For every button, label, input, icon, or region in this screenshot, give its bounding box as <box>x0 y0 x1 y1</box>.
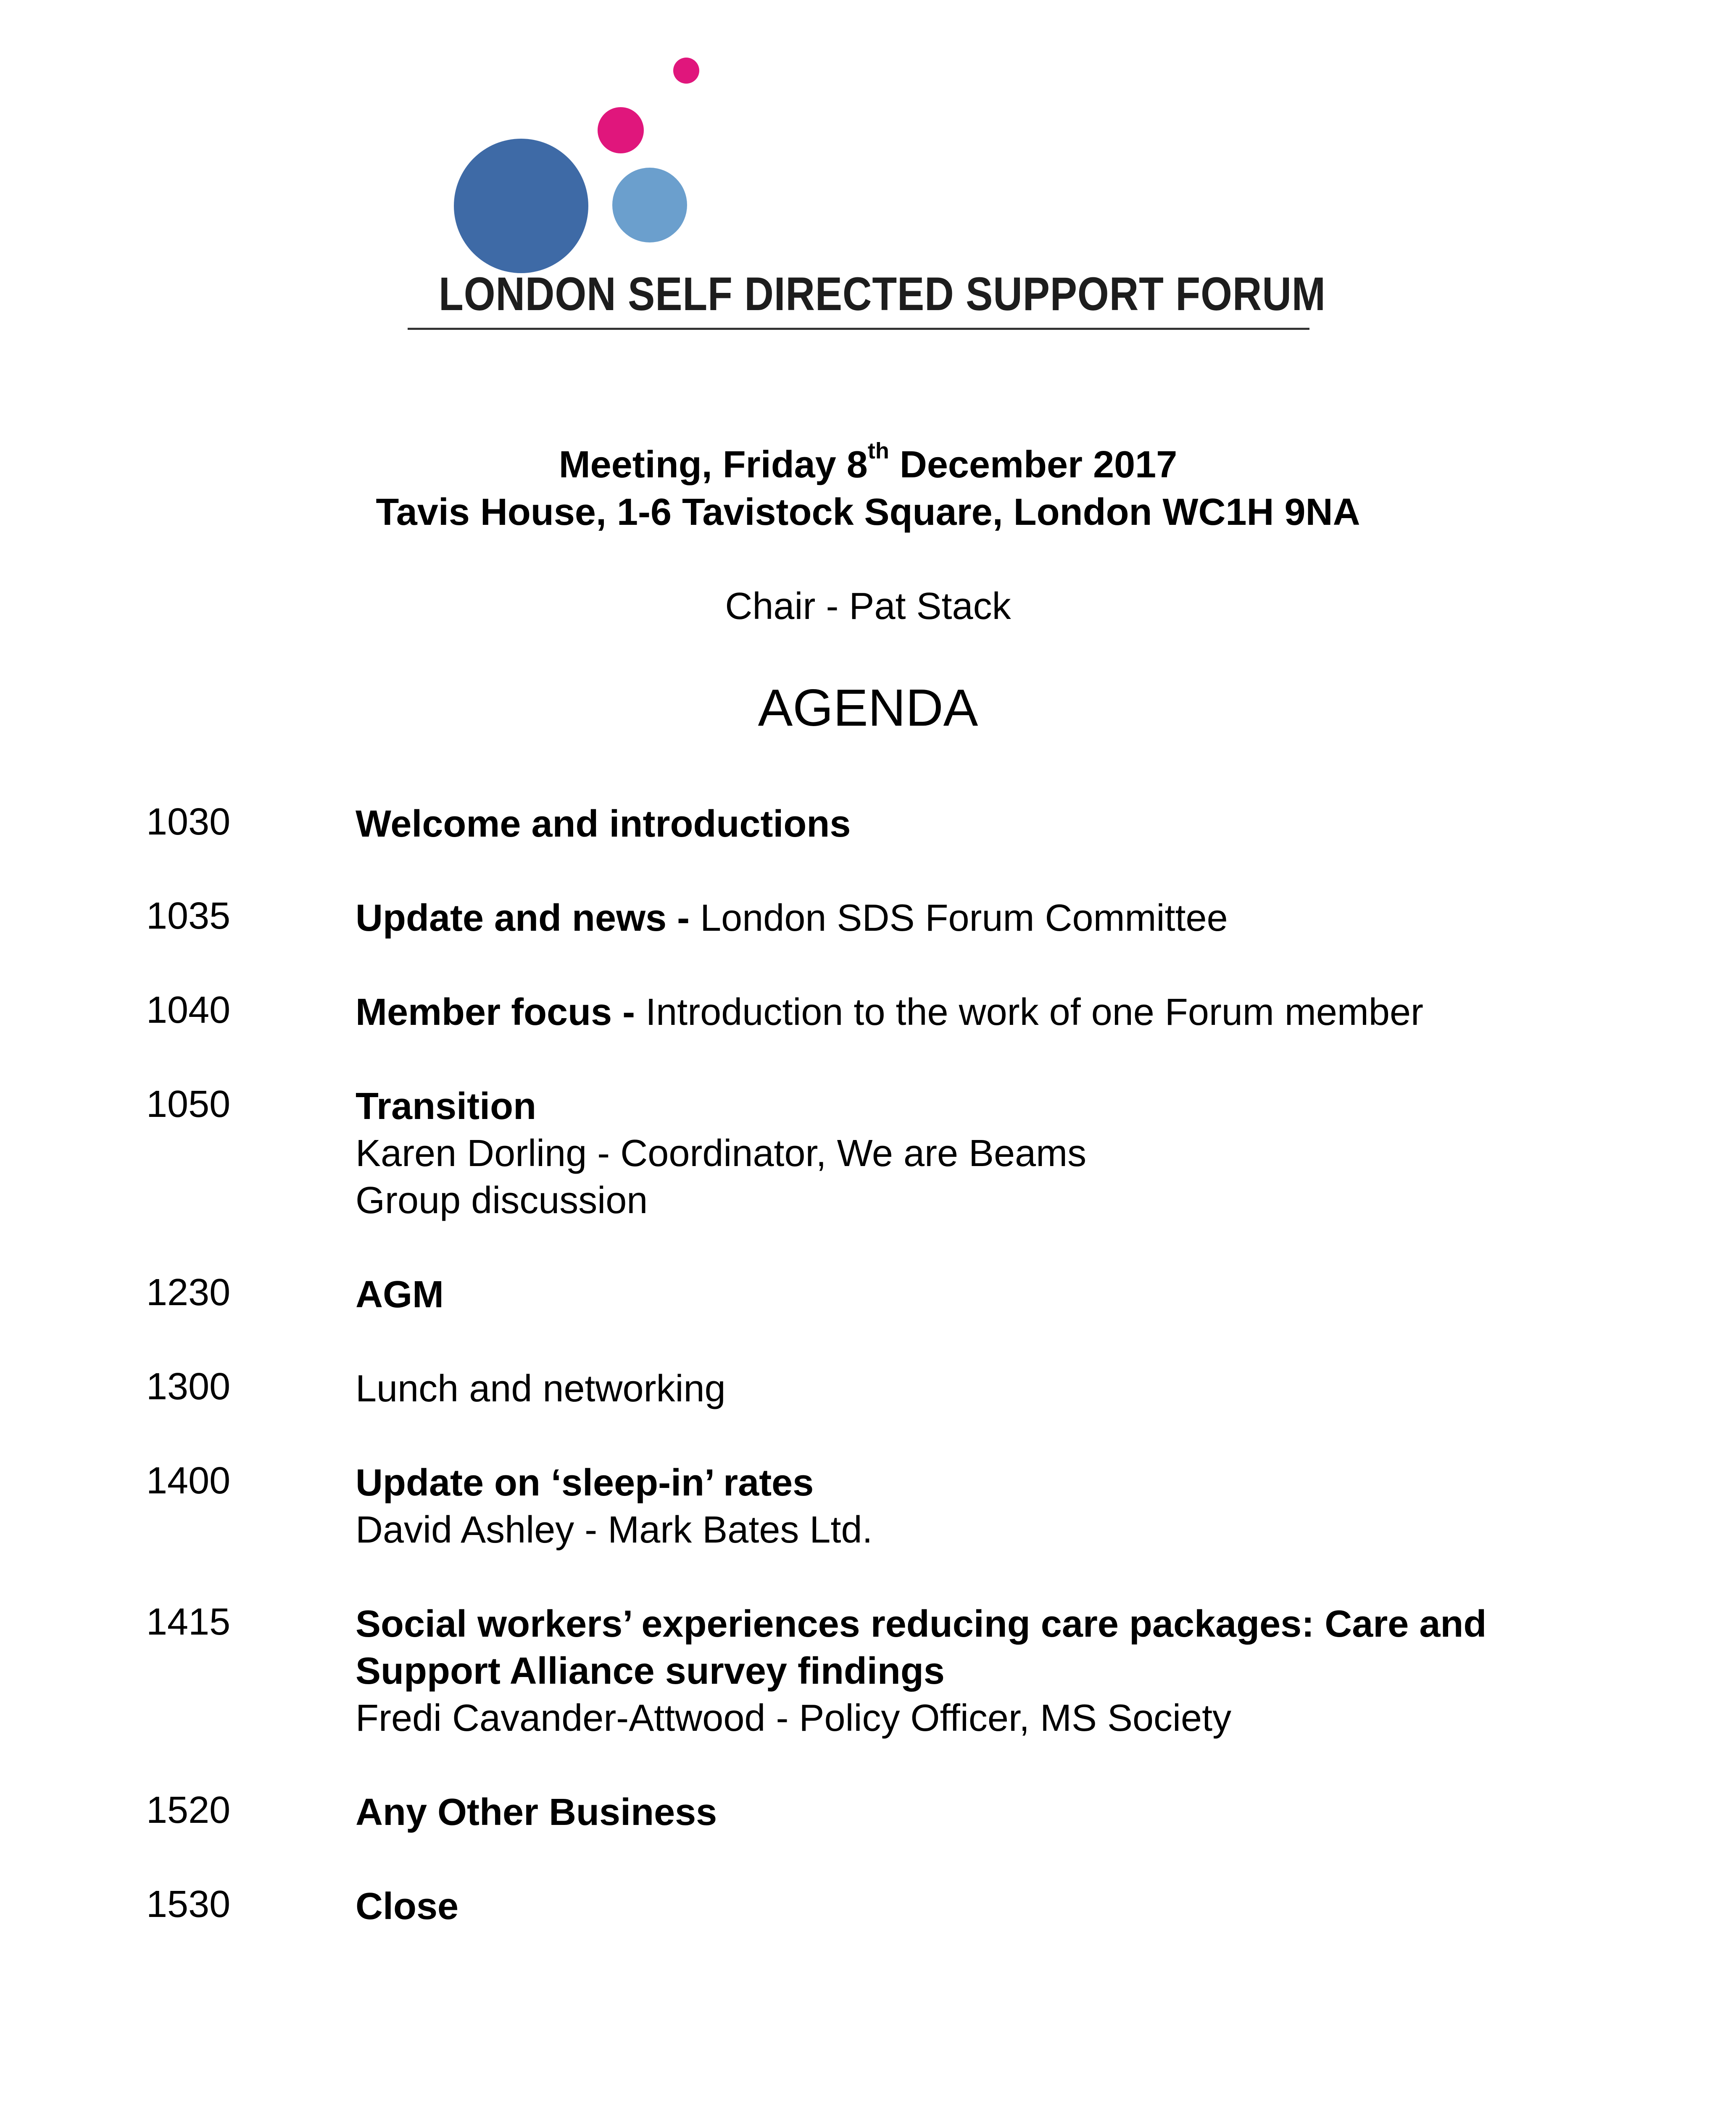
agenda-title-text: AGM <box>356 1274 444 1316</box>
forum-logo-title: LONDON SELF DIRECTED SUPPORT FORUM <box>439 268 1326 320</box>
agenda-speaker-text: Fredi Cavander-Attwood - Policy Officer, MS Society <box>356 1697 1232 1739</box>
agenda-time: 1400 <box>146 1460 231 1502</box>
agenda-title-text: Close <box>356 1885 459 1927</box>
agenda-title-text: Update and news - <box>356 897 701 939</box>
meeting-venue: Tavis House, 1-6 Tavistock Square, London WC1H 9NA <box>376 491 1360 533</box>
agenda-time: 1050 <box>146 1083 231 1125</box>
agenda-title: AGENDA <box>758 679 978 737</box>
meeting-date-superscript: th <box>867 438 889 463</box>
agenda-title-text: Transition <box>356 1085 537 1127</box>
agenda-title-text: Lunch and networking <box>356 1368 726 1410</box>
logo-circle-pink <box>598 107 644 153</box>
agenda-speaker-text: David Ashley - Mark Bates Ltd. <box>356 1509 873 1551</box>
meeting-date-suffix: December 2017 <box>889 444 1178 486</box>
agenda-time: 1030 <box>146 801 231 843</box>
agenda-time: 1415 <box>146 1601 231 1643</box>
agenda-title-text: Welcome and introductions <box>356 803 851 845</box>
agenda-time: 1530 <box>146 1883 231 1925</box>
logo-underline <box>408 328 1309 330</box>
agenda-detail-text: London SDS Forum Committee <box>700 897 1228 939</box>
meeting-date <box>0 438 1736 487</box>
logo-circle-tiny <box>673 58 699 84</box>
agenda-time: 1040 <box>146 989 231 1031</box>
agenda-title-text: Social workers’ experiences reducing care packages: Care and Support Alliance survey findings <box>356 1603 1487 1692</box>
agenda-time: 1300 <box>146 1366 231 1408</box>
logo-circle-small <box>612 168 687 242</box>
agenda-time: 1230 <box>146 1272 231 1314</box>
logo-circle-large <box>454 139 588 273</box>
agenda-title-text: Member focus - <box>356 991 646 1033</box>
agenda-time: 1035 <box>146 895 231 937</box>
agenda-time: 1520 <box>146 1789 231 1831</box>
agenda-detail-text: Introduction to the work of one Forum member <box>645 991 1423 1033</box>
meeting-date-prefix: Meeting, Friday 8 <box>558 444 868 486</box>
meeting-chair: Chair - Pat Stack <box>725 585 1011 627</box>
agenda-title-text: Update on ‘sleep-in’ rates <box>356 1462 814 1504</box>
agenda-speaker-text: Karen Dorling - Coordinator, We are Beams <box>356 1132 1087 1174</box>
agenda-title-text: Any Other Business <box>356 1791 717 1833</box>
agenda-note-text: Group discussion <box>356 1180 648 1222</box>
